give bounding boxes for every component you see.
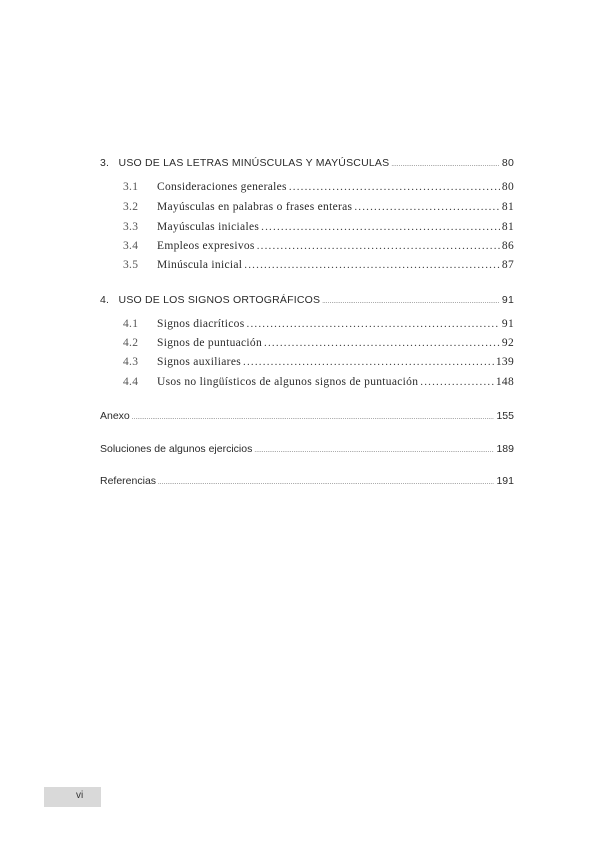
toc-item-3-2[interactable] (123, 201, 514, 213)
item-number: 3.1 (123, 181, 139, 193)
dot-leader (322, 294, 500, 306)
item-title: Consideraciones generales (157, 181, 287, 193)
page-number: 81 (501, 221, 514, 233)
dot-leader (289, 181, 500, 193)
toc-item-4-2[interactable] (123, 337, 514, 349)
item-number: 4.4 (123, 376, 139, 388)
item-number: 3.4 (123, 240, 139, 252)
toc-referencias[interactable] (100, 475, 514, 487)
toc-soluciones[interactable] (100, 443, 514, 455)
toc-item-3-4[interactable] (123, 240, 514, 252)
page-number: 91 (501, 318, 514, 330)
page-number: 92 (501, 337, 514, 349)
dot-leader (132, 410, 495, 422)
toc-item-4-3[interactable] (123, 356, 514, 368)
page-number: 148 (495, 376, 514, 388)
item-title: Empleos expresivos (157, 240, 255, 252)
toc-anexo[interactable] (100, 410, 514, 422)
dot-leader (244, 259, 500, 271)
item-number: 4.1 (123, 318, 139, 330)
chapter-title: 4. USO DE LOS SIGNOS ORTOGRÁFICOS (100, 294, 321, 306)
item-title: Mayúsculas iniciales (157, 221, 260, 233)
dot-leader (158, 475, 494, 487)
page-number: 80 (501, 157, 514, 169)
chapter-title: 3. USO DE LAS LETRAS MINÚSCULAS Y MAYÚSCULAS (100, 157, 390, 169)
dot-leader (391, 157, 500, 169)
toc-item-3-5[interactable] (123, 259, 514, 271)
toc-chapter-4[interactable] (100, 294, 514, 306)
page-number: 155 (496, 410, 514, 422)
dot-leader (243, 356, 494, 368)
page-number: 87 (501, 259, 514, 271)
page-number: 189 (496, 443, 514, 455)
page-number: 91 (501, 294, 514, 306)
page-number: 191 (496, 475, 514, 487)
back-title: Soluciones de algunos ejercicios (100, 443, 253, 455)
item-number: 3.3 (123, 221, 139, 233)
page-number: 139 (495, 356, 514, 368)
toc-chapter-3[interactable] (100, 157, 514, 169)
item-title: Mayúsculas en palabras o frases enteras (157, 201, 353, 213)
item-title: Signos auxiliares (157, 356, 241, 368)
toc-item-3-3[interactable] (123, 221, 514, 233)
folio-number: vi (76, 790, 84, 801)
page-number: 86 (501, 240, 514, 252)
item-title: Minúscula inicial (157, 259, 243, 271)
dot-leader (264, 337, 500, 349)
item-title: Signos diacríticos (157, 318, 245, 330)
folio-badge (44, 787, 101, 807)
item-title: Usos no lingüísticos de algunos signos de puntuación (157, 376, 419, 388)
toc-item-3-1[interactable] (123, 181, 514, 193)
back-title: Anexo (100, 410, 130, 422)
dot-leader (254, 443, 494, 455)
dot-leader (354, 201, 500, 213)
item-number: 3.5 (123, 259, 139, 271)
toc-item-4-4[interactable] (123, 376, 514, 388)
item-number: 3.2 (123, 201, 139, 213)
toc-item-4-1[interactable] (123, 318, 514, 330)
item-title: Signos de puntuación (157, 337, 263, 349)
back-title: Referencias (100, 475, 157, 487)
dot-leader (420, 376, 494, 388)
dot-leader (247, 318, 500, 330)
page-number: 81 (501, 201, 514, 213)
page-number: 80 (501, 181, 514, 193)
dot-leader (257, 240, 500, 252)
dot-leader (261, 221, 500, 233)
item-number: 4.2 (123, 337, 139, 349)
item-number: 4.3 (123, 356, 139, 368)
